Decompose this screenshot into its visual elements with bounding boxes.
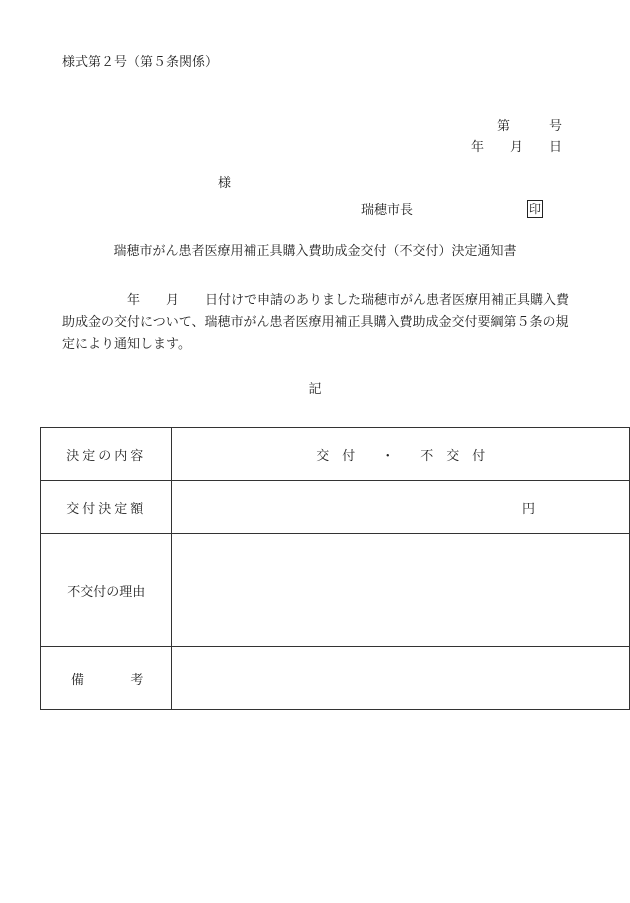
remarks-value bbox=[172, 647, 630, 710]
date-day-label: 日 bbox=[549, 140, 563, 155]
amount-label: 交付決定額 bbox=[41, 481, 172, 534]
addressee-honorific: 様 bbox=[218, 176, 232, 191]
decision-value: 交 付 ・ 不 交 付 bbox=[172, 428, 630, 481]
table-row-decision bbox=[41, 428, 630, 481]
seal-mark: 印 bbox=[528, 202, 541, 216]
date-year-label: 年 bbox=[471, 140, 485, 155]
ki-heading: 記 bbox=[308, 382, 322, 397]
body-text bbox=[62, 290, 582, 356]
decision-table bbox=[40, 427, 630, 710]
remarks-label bbox=[41, 647, 172, 710]
body-line-1: 年 月 日付けで申請のありました瑞穂市がん患者医療用補正具購入費 bbox=[62, 293, 570, 308]
form-number: 様式第２号（第５条関係） bbox=[62, 55, 219, 70]
doc-number-suffix: 号 bbox=[549, 119, 563, 134]
sender-title: 瑞穂市長 bbox=[361, 203, 414, 218]
doc-number-prefix: 第 bbox=[497, 119, 511, 134]
remarks-label-right: 考 bbox=[130, 672, 144, 688]
reason-label: 不交付の理由 bbox=[41, 534, 172, 647]
date-month-label: 月 bbox=[510, 140, 524, 155]
table-row-reason bbox=[41, 534, 630, 647]
amount-unit: 円 bbox=[172, 481, 630, 534]
remarks-label-left: 備 bbox=[71, 672, 85, 688]
reason-value bbox=[172, 534, 630, 647]
table-row-amount bbox=[41, 481, 630, 534]
body-line-2: 助成金の交付について、瑞穂市がん患者医療用補正具購入費助成金交付要綱第５条の規 bbox=[62, 315, 569, 330]
body-line-3: 定により通知します。 bbox=[62, 337, 191, 352]
document-title: 瑞穂市がん患者医療用補正具購入費助成金交付（不交付）決定通知書 bbox=[113, 244, 517, 259]
table-row-remarks bbox=[41, 647, 630, 710]
decision-label: 決定の内容 bbox=[41, 428, 172, 481]
